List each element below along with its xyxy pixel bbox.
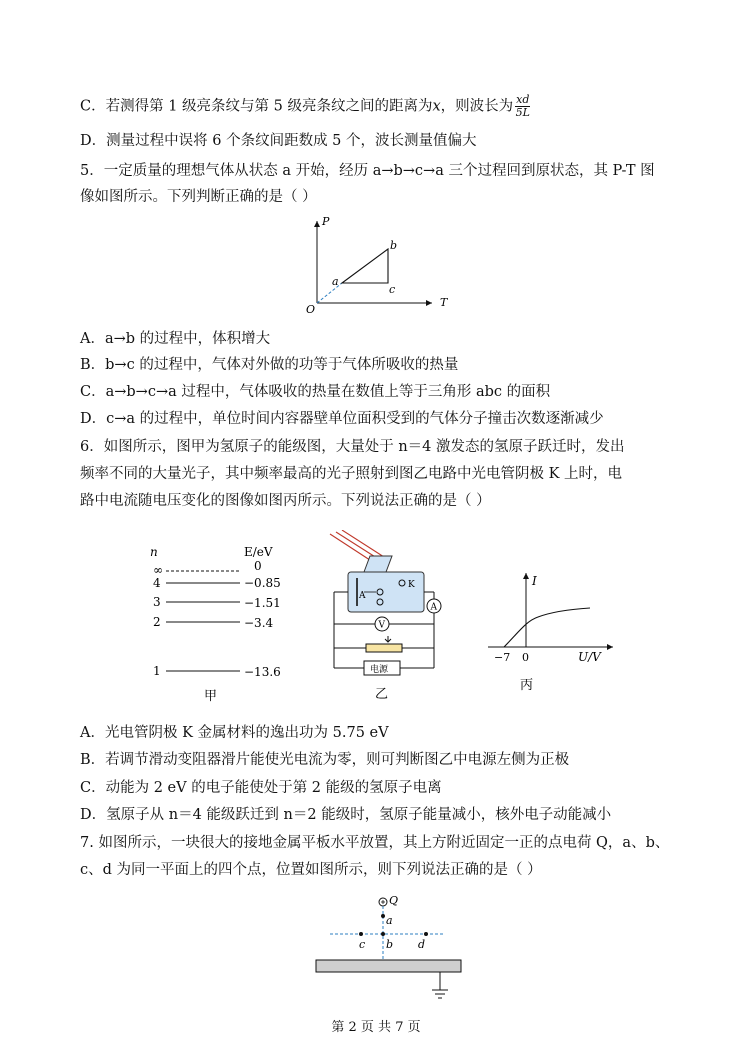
level-2-e: −3.4 bbox=[244, 616, 274, 630]
photoelectric-circuit bbox=[320, 530, 450, 705]
fraction-denominator: 5L bbox=[515, 106, 530, 119]
q5-stem-line1: 5．一定质量的理想气体从状态 a 开始，经历 a→b→c→a 三个过程回到原状态，其 P-T 图 bbox=[80, 163, 655, 179]
metal-plate bbox=[316, 960, 461, 972]
fraction-numerator: xd bbox=[516, 93, 530, 106]
ammeter-label: A bbox=[430, 602, 437, 613]
col-n-label: n bbox=[150, 545, 158, 559]
tick-zero: 0 bbox=[522, 651, 529, 664]
point-b-label: b bbox=[386, 938, 394, 951]
source-label: 电源 bbox=[370, 665, 389, 675]
t-axis-label: T bbox=[440, 296, 448, 309]
q4-option-c-prefix: C．若测得第 1 级亮条纹与第 5 级亮条纹之间的距离为 bbox=[80, 98, 433, 115]
charge-q-label: Q bbox=[389, 894, 399, 907]
rheostat-slider bbox=[385, 636, 391, 642]
level-1-e: −13.6 bbox=[244, 665, 281, 679]
level-2-n: 2 bbox=[153, 615, 161, 629]
point-b bbox=[381, 932, 385, 936]
q4-option-c-mid: ，则波长为 bbox=[440, 98, 514, 115]
voltmeter-label: V bbox=[378, 620, 385, 631]
point-c bbox=[359, 932, 363, 936]
level-4-e: −0.85 bbox=[244, 576, 281, 590]
current-voltage-graph bbox=[488, 565, 628, 695]
q6-option-c: C．动能为 2 eV 的电子能使处于第 2 能级的氢原子电离 bbox=[80, 780, 442, 796]
point-d-label: d bbox=[418, 938, 426, 951]
point-b-label: b bbox=[390, 239, 398, 252]
page-footer: 第 2 页 共 7 页 bbox=[331, 1020, 421, 1035]
level-3-n: 3 bbox=[153, 595, 161, 609]
rheostat bbox=[366, 644, 402, 652]
level-4-n: 4 bbox=[153, 576, 161, 590]
i-axis-label: I bbox=[532, 574, 537, 588]
q4-option-c-var: x bbox=[432, 98, 441, 115]
level-inf-n: ∞ bbox=[153, 563, 163, 577]
q5-option-a: A．a→b 的过程中，体积增大 bbox=[80, 331, 271, 347]
point-a-label: a bbox=[332, 275, 339, 288]
p-axis-label: P bbox=[322, 215, 330, 228]
q6-option-a: A．光电管阴极 K 金属材料的逸出功为 5.75 eV bbox=[80, 725, 389, 741]
level-3-e: −1.51 bbox=[244, 596, 281, 610]
label-k: K bbox=[408, 580, 415, 590]
point-a-label: a bbox=[386, 914, 393, 927]
point-d bbox=[424, 932, 428, 936]
light-ray-3 bbox=[342, 530, 384, 557]
label-a: A bbox=[359, 591, 366, 601]
q5-stem-line2: 像如图所示。下列判断正确的是（ ） bbox=[80, 189, 317, 205]
point-c-label: c bbox=[389, 283, 396, 296]
energy-level-diagram bbox=[140, 540, 300, 705]
q5-option-b: B．b→c 的过程中，气体对外做的功等于气体所吸收的热量 bbox=[80, 357, 459, 373]
q6-option-d: D．氢原子从 n＝4 能级跃迁到 n＝2 能级时，氢原子能量减小，核外电子动能减小 bbox=[80, 807, 612, 823]
level-inf-e: 0 bbox=[254, 559, 262, 573]
caption-jia: 甲 bbox=[204, 689, 218, 704]
q4-option-d: D．测量过程中误将 6 个条纹间距数成 5 个，波长测量值偏大 bbox=[80, 133, 477, 149]
caption-yi: 乙 bbox=[375, 687, 389, 702]
abc-triangle bbox=[342, 249, 388, 283]
q6-stem-line3: 路中电流随电压变化的图像如图丙所示。下列说法正确的是（ ） bbox=[80, 493, 491, 509]
q7-charge-plate-figure bbox=[310, 890, 470, 1010]
tick-neg7: −7 bbox=[494, 651, 511, 664]
q7-stem-line2: c、d 为同一平面上的四个点，位置如图所示，则下列说法正确的是（ ） bbox=[80, 862, 542, 878]
q5-option-c: C．a→b→c→a 过程中，气体吸收的热量在数值上等于三角形 abc 的面积 bbox=[80, 384, 551, 400]
q7-stem-line1: 7. 如图所示，一块很大的接地金属平板水平放置，其上方附近固定一正的点电荷 Q，a、b、 bbox=[80, 835, 670, 851]
q6-option-b: B．若调节滑动变阻器滑片能使光电流为零，则可判断图乙中电源左侧为正极 bbox=[80, 752, 570, 768]
u-axis-label: U/V bbox=[578, 650, 601, 664]
q6-stem-line2: 频率不同的大量光子，其中频率最高的光子照射到图乙电路中光电管阴极 K 上时，电 bbox=[80, 466, 623, 482]
q6-stem-line1: 6．如图所示，图甲为氢原子的能级图，大量处于 n＝4 激发态的氢原子跃迁时，发出 bbox=[80, 439, 625, 455]
caption-bing: 丙 bbox=[520, 678, 534, 693]
point-c-label: c bbox=[359, 938, 366, 951]
col-e-label: E/eV bbox=[244, 545, 273, 559]
point-a bbox=[381, 914, 385, 918]
wavelength-fraction bbox=[515, 94, 530, 119]
q5-pt-graph bbox=[300, 215, 460, 315]
level-1-n: 1 bbox=[153, 664, 161, 678]
iu-curve bbox=[504, 608, 590, 647]
origin-label: O bbox=[306, 303, 316, 315]
q5-option-d: D．c→a 的过程中，单位时间内容器壁单位面积受到的气体分子撞击次数逐渐减少 bbox=[80, 411, 604, 427]
q4-option-c bbox=[80, 94, 530, 119]
